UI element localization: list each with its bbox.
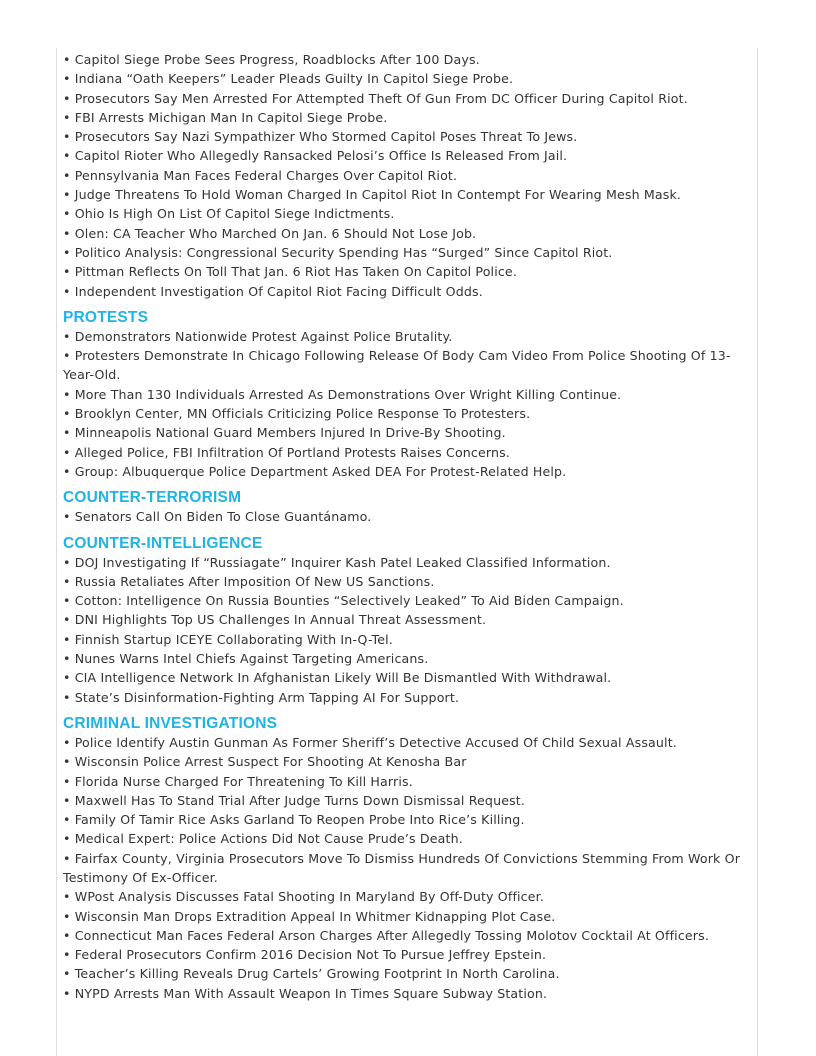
list-item: • Minneapolis National Guard Members Injured In Drive-By Shooting.	[63, 425, 506, 441]
list-item: • Prosecutors Say Men Arrested For Attempted Theft Of Gun From DC Officer During Capitol Riot.	[63, 90, 688, 106]
list-item: • Politico Analysis: Congressional Security Spending Has “Surged” Since Capitol Riot.	[63, 244, 613, 260]
list-item: • Indiana “Oath Keepers” Leader Pleads Guilty In Capitol Siege Probe.	[63, 71, 514, 87]
list-item: • Senators Call On Biden To Close Guantánamo.	[63, 509, 372, 525]
list-item: • Nunes Warns Intel Chiefs Against Targeting Americans.	[63, 651, 429, 667]
section-heading-protests: PROTESTS	[63, 308, 149, 326]
list-item: • Police Identify Austin Gunman As Former Sheriff’s Detective Accused Of Child Sexual Assault.	[63, 734, 677, 750]
list-item: • Olen: CA Teacher Who Marched On Jan. 6 Should Not Lose Job.	[63, 225, 477, 241]
list-item: • DNI Highlights Top US Challenges In Annual Threat Assessment.	[63, 612, 487, 628]
list-item: • Wisconsin Police Arrest Suspect For Shooting At Kenosha Bar	[63, 754, 467, 770]
newsletter-page	[56, 48, 758, 1056]
list-item: • Brooklyn Center, MN Officials Criticizing Police Response To Protesters.	[63, 406, 531, 422]
list-item: • Cotton: Intelligence On Russia Bounties “Selectively Leaked” To Aid Biden Campaign.	[63, 593, 624, 609]
list-item: • Fairfax County, Virginia Prosecutors Move To Dismiss Hundreds Of Convictions Stemming From Work Or Testimony Of Ex-Officer.	[63, 850, 741, 885]
section-heading-counter-intelligence: COUNTER-INTELLIGENCE	[63, 534, 263, 552]
list-item: • CIA Intelligence Network In Afghanistan Likely Will Be Dismantled With Withdrawal.	[63, 670, 612, 686]
counter-intelligence-list	[63, 553, 753, 707]
list-item: • Medical Expert: Police Actions Did Not Cause Prude’s Death.	[63, 831, 463, 847]
list-item: • Pennsylvania Man Faces Federal Charges Over Capitol Riot.	[63, 167, 458, 183]
section-heading-counter-terrorism: COUNTER-TERRORISM	[63, 489, 242, 507]
list-item: • Judge Threatens To Hold Woman Charged In Capitol Riot In Contempt For Wearing Mesh Mask.	[63, 187, 682, 203]
list-item: • Group: Albuquerque Police Department Asked DEA For Protest-Related Help.	[63, 463, 567, 479]
list-item: • Florida Nurse Charged For Threatening To Kill Harris.	[63, 773, 413, 789]
list-item: • State’s Disinformation-Fighting Arm Tapping AI For Support.	[63, 689, 460, 705]
criminal-investigations-list	[63, 733, 753, 1003]
list-item: • Capitol Siege Probe Sees Progress, Roadblocks After 100 Days.	[63, 52, 480, 67]
list-item: • More Than 130 Individuals Arrested As Demonstrations Over Wright Killing Continue.	[63, 386, 622, 402]
list-item: • FBI Arrests Michigan Man In Capitol Siege Probe.	[63, 109, 388, 125]
list-item: • Protesters Demonstrate In Chicago Following Release Of Body Cam Video From Police Shooting Of 13-Year-Old.	[63, 348, 731, 383]
list-item: • Federal Prosecutors Confirm 2016 Decision Not To Pursue Jeffrey Epstein.	[63, 947, 547, 963]
counter-terrorism-list	[63, 507, 753, 526]
list-item: • Demonstrators Nationwide Protest Against Police Brutality.	[63, 328, 453, 344]
news-briefing-content	[63, 50, 753, 1003]
list-item: • DOJ Investigating If “Russiagate” Inquirer Kash Patel Leaked Classified Information.	[63, 554, 611, 570]
list-item: • Prosecutors Say Nazi Sympathizer Who Stormed Capitol Poses Threat To Jews.	[63, 129, 578, 145]
list-item: • Teacher’s Killing Reveals Drug Cartels’ Growing Footprint In North Carolina.	[63, 966, 560, 982]
list-item: • Independent Investigation Of Capitol Riot Facing Difficult Odds.	[63, 283, 483, 299]
list-item: • Maxwell Has To Stand Trial After Judge Turns Down Dismissal Request.	[63, 792, 526, 808]
list-item: • WPost Analysis Discusses Fatal Shooting In Maryland By Off-Duty Officer.	[63, 889, 544, 905]
list-item: • Alleged Police, FBI Infiltration Of Portland Protests Raises Concerns.	[63, 444, 511, 460]
list-item: • Capitol Rioter Who Allegedly Ransacked Pelosi’s Office Is Released From Jail.	[63, 148, 568, 164]
list-item: • Family Of Tamir Rice Asks Garland To Reopen Probe Into Rice’s Killing.	[63, 812, 525, 828]
protests-list	[63, 327, 753, 481]
capitol-siege-list	[63, 50, 753, 301]
list-item: • NYPD Arrests Man With Assault Weapon In Times Square Subway Station.	[63, 985, 548, 1001]
list-item: • Ohio Is High On List Of Capitol Siege Indictments.	[63, 206, 395, 222]
list-item: • Wisconsin Man Drops Extradition Appeal In Whitmer Kidnapping Plot Case.	[63, 908, 556, 924]
list-item: • Pittman Reflects On Toll That Jan. 6 Riot Has Taken On Capitol Police.	[63, 264, 517, 280]
list-item: • Russia Retaliates After Imposition Of New US Sanctions.	[63, 573, 435, 589]
list-item: • Connecticut Man Faces Federal Arson Charges After Allegedly Tossing Molotov Cocktail At Officers.	[63, 927, 709, 943]
section-heading-criminal-investigations: CRIMINAL INVESTIGATIONS	[63, 714, 278, 732]
list-item: • Finnish Startup ICEYE Collaborating With In-Q-Tel.	[63, 631, 393, 647]
